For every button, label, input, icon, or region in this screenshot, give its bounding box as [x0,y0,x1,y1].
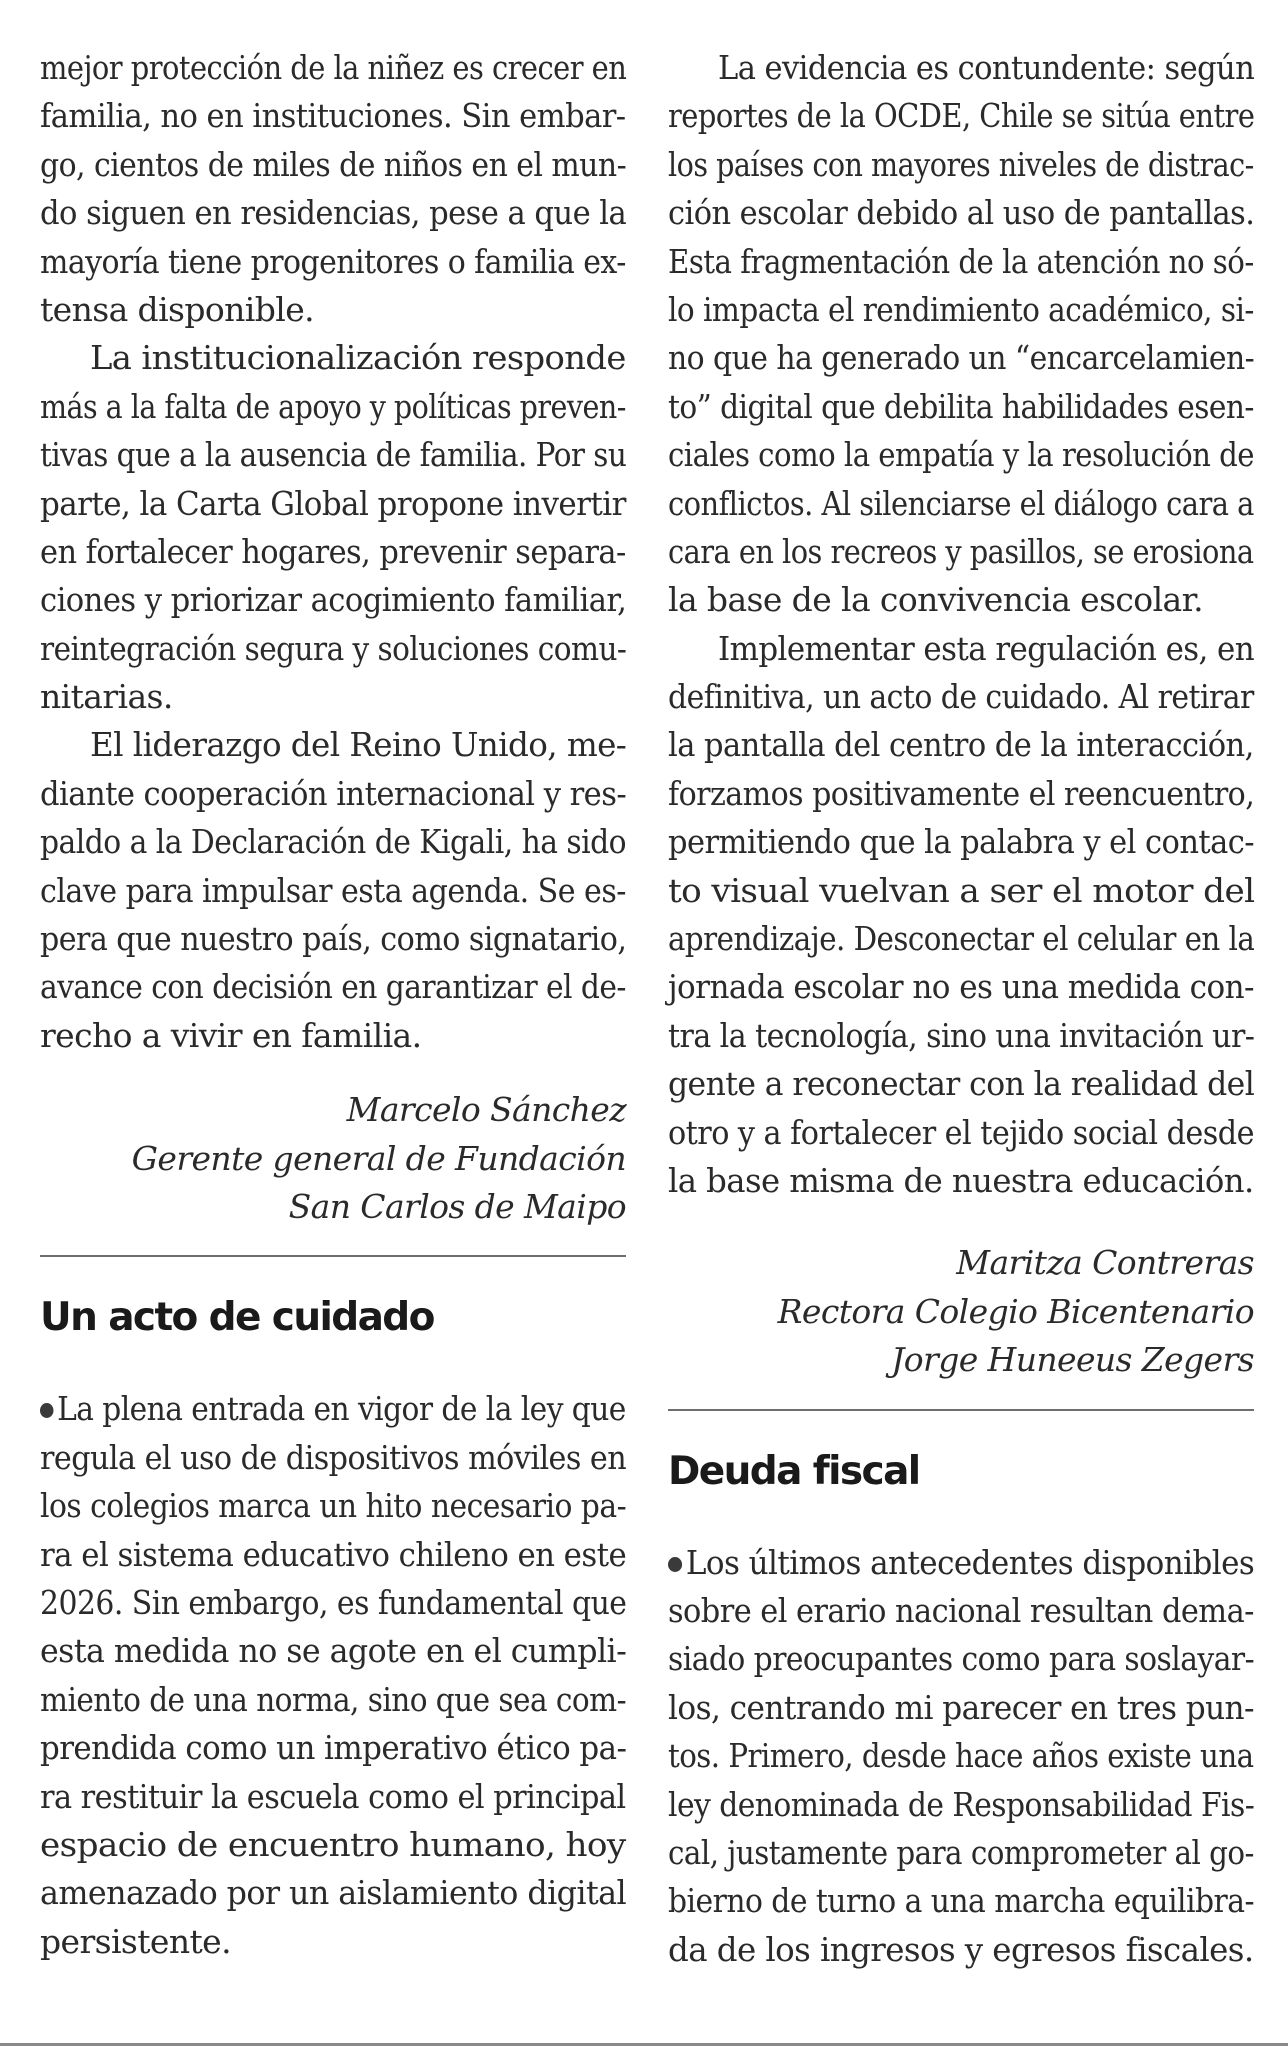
text-line: La evidencia es contundente: según [718,48,1255,87]
spacer [668,1205,1254,1239]
text-line: nitarias. [40,677,173,717]
text-line: to” digital que debilita habilidades esen- [668,386,1254,426]
spacer [40,1060,626,1086]
text-line: La institucionalización responde [90,338,626,378]
text-line: diante cooperación internacional y res- [40,773,627,813]
signature-marcelo-sanchez [40,1086,626,1231]
text-line: los colegios marca un hito necesario pa- [40,1486,627,1526]
text-line: cal, justamente para comprometer al go- [668,1832,1254,1872]
left-column [40,44,626,1966]
section-divider [668,1409,1254,1411]
letter2-paragraph-2 [668,44,1254,625]
right-column [668,44,1254,1974]
signature-organization: Jorge Huneeus Zegers [891,1340,1254,1380]
text-line: pera que nuestro país, como signatario, [40,919,627,959]
text-line: definitiva, un acto de cuidado. Al retirar [668,677,1254,717]
text-line: Implementar esta regulación es, en [718,628,1255,668]
text-line: forzamos positivamente el reencuentro, [668,773,1255,813]
text-line: familia, no en instituciones. Sin embar- [40,96,626,136]
signature-maritza-contreras [668,1239,1254,1384]
text-line: La plena entrada en vigor de la ley que [40,1385,626,1433]
page-bottom-rule [0,2043,1288,2046]
bullet-icon [668,1557,682,1572]
text-line: cara en los recreos y pasillos, se erosiona [668,531,1254,571]
signature-title: Gerente general de Fundación [131,1138,626,1178]
letter1-paragraph-2 [40,334,626,721]
text-line: no que ha generado un “encarcelamien- [668,338,1255,378]
text-line: avance con decisión en garantizar el de- [40,967,626,1007]
text-line: recho a vivir en familia. [40,1015,422,1055]
text-line: jornada escolar no es una medida con- [668,967,1254,1007]
text-line: ra restituir la escuela como el principal [40,1776,626,1816]
text-line: los, centrando mi parecer en tres pun- [668,1687,1255,1727]
letter3-paragraph-1 [668,1539,1254,1975]
letter-title-deuda-fiscal: Deuda fiscal [668,1448,920,1494]
letter2-paragraph-3 [668,625,1254,1206]
text-line: bierno de turno a una marcha equilibra- [668,1881,1255,1921]
text-line: 2026. Sin embargo, es fundamental que [40,1582,627,1622]
text-line: prendida como un imperativo ético pa- [40,1728,627,1768]
text-line: la pantalla del centro de la interacción, [668,725,1254,765]
text-line: otro y a fortalecer el tejido social desde [668,1112,1254,1152]
letter-title-un-acto-de-cuidado: Un acto de cuidado [40,1295,434,1341]
text-line: miento de una norma, sino que sea com- [40,1679,627,1719]
text-line: da de los ingresos y egresos fiscales. [668,1929,1254,1969]
text-line: paldo a la Declaración de Kigali, ha sido [40,822,627,862]
text-line: conflictos. Al silenciarse el diálogo cara a [668,483,1254,523]
text-line: sobre el erario nacional resultan dema- [668,1590,1254,1630]
signature-title: Rectora Colegio Bicentenario [777,1291,1254,1331]
text-line: parte, la Carta Global propone invertir [40,483,626,523]
text-line: to visual vuelvan a ser el motor del [668,870,1255,910]
text-line: lo impacta el rendimiento académico, si- [668,289,1254,329]
text-line: amenazado por un aislamiento digital [40,1873,627,1913]
text-line: espacio de encuentro humano, hoy [40,1824,626,1864]
text-line: tra la tecnología, sino una invitación ur- [668,1015,1255,1055]
letter1-tail-paragraph [40,44,626,334]
text-line: permitiendo que la palabra y el contac- [668,822,1255,862]
text-line: ley denominada de Responsabilidad Fis- [668,1784,1255,1824]
bullet-icon [40,1403,53,1418]
signature-organization: San Carlos de Maipo [288,1186,626,1226]
text-line: la base misma de nuestra educación. [668,1160,1254,1200]
text-line: El liderazgo del Reino Unido, me- [90,725,627,765]
signature-name: Maritza Contreras [956,1243,1254,1283]
text-line: más a la falta de apoyo y políticas preven- [40,386,626,426]
text-line: tos. Primero, desde hace años existe una [668,1736,1254,1776]
text-line: do siguen en residencias, pese a que la [40,193,627,233]
text-line: siado preocupantes como para soslayar- [668,1639,1255,1679]
text-line: reportes de la OCDE, Chile se sitúa entre [668,96,1255,136]
text-line: ra el sistema educativo chileno en este [40,1534,627,1574]
text-line: reintegración segura y soluciones comu- [40,628,627,668]
text-line: mayoría tiene progenitores o familia ex- [40,241,626,281]
text-line: ciones y priorizar acogimiento familiar, [40,580,627,620]
signature-name: Marcelo Sánchez [346,1090,626,1130]
text-line: clave para impulsar esta agenda. Se es- [40,870,626,910]
text-line: la base de la convivencia escolar. [668,580,1204,620]
text-line: esta medida no se agote en el cumpli- [40,1631,627,1671]
text-line: persistente. [40,1921,231,1961]
text-line: ciales como la empatía y la resolución de [668,435,1255,475]
text-line: los países con mayores niveles de distrac- [668,144,1254,184]
text-line: tensa disponible. [40,289,315,329]
text-line: go, cientos de miles de niños en el mun- [40,144,627,184]
text-line: ción escolar debido al uso de pantallas. [668,193,1255,233]
text-line: tivas que a la ausencia de familia. Por su [40,435,627,475]
section-divider [40,1255,626,1257]
text-line: aprendizaje. Desconectar el celular en la [668,919,1255,959]
text-line: en fortalecer hogares, prevenir separa- [40,531,626,571]
text-line: mejor protección de la niñez es crecer en [40,48,627,87]
text-line: Los últimos antecedentes disponibles [668,1539,1254,1587]
text-line: gente a reconectar con la realidad del [668,1064,1255,1104]
text-line: Esta fragmentación de la atención no só- [668,241,1254,281]
letter1-paragraph-3 [40,721,626,1060]
text-line: regula el uso de dispositivos móviles en [40,1437,627,1477]
letter2-paragraph-1 [40,1385,626,1966]
